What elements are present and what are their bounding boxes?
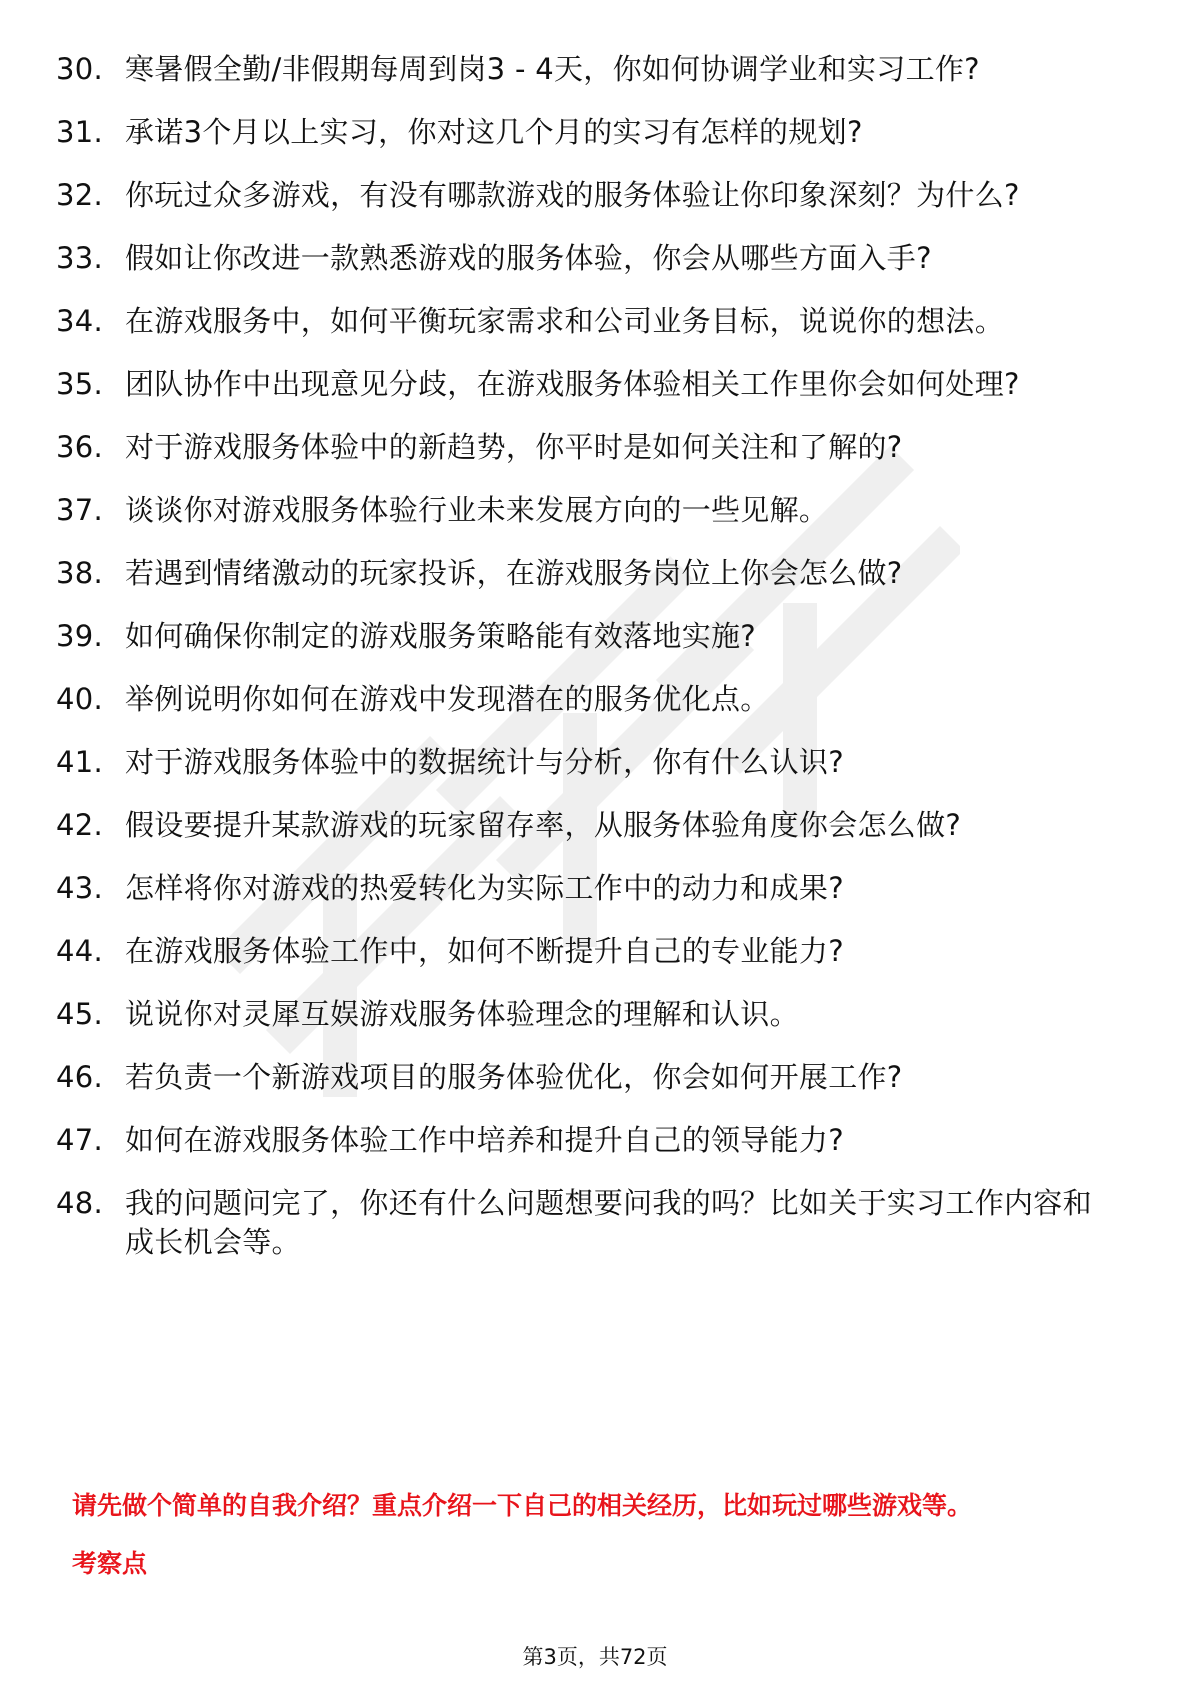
question-text: 假如让你改进一款熟悉游戏的服务体验，你会从哪些方面入手? xyxy=(125,241,932,275)
question-number: 35. xyxy=(56,367,104,401)
question-item xyxy=(56,1121,1116,1160)
question-item xyxy=(56,932,1116,971)
question-text: 团队协作中出现意见分歧，在游戏服务体验相关工作里你会如何处理? xyxy=(125,367,1020,401)
section-label: 考察点 xyxy=(72,1549,148,1578)
question-number: 44. xyxy=(56,934,104,968)
question-number: 31. xyxy=(56,115,104,149)
question-item xyxy=(56,869,1116,908)
question-number: 34. xyxy=(56,304,104,338)
highlighted-question: 请先做个简单的自我介绍？重点介绍一下自己的相关经历，比如玩过哪些游戏等。 xyxy=(72,1491,973,1520)
question-number: 47. xyxy=(56,1123,104,1157)
question-number: 40. xyxy=(56,682,104,716)
question-number: 32. xyxy=(56,178,104,212)
question-item xyxy=(56,428,1116,467)
question-item xyxy=(56,995,1116,1034)
question-number: 45. xyxy=(56,997,104,1031)
question-item xyxy=(56,176,1116,215)
question-text: 在游戏服务体验工作中，如何不断提升自己的专业能力? xyxy=(125,934,844,968)
question-number: 48. xyxy=(56,1186,104,1220)
question-item xyxy=(56,302,1116,341)
question-list xyxy=(56,50,1116,1286)
question-number: 30. xyxy=(56,52,104,86)
question-item xyxy=(56,680,1116,719)
question-text: 谈谈你对游戏服务体验行业未来发展方向的一些见解。 xyxy=(125,493,829,527)
question-text: 如何在游戏服务体验工作中培养和提升自己的领导能力? xyxy=(125,1123,844,1157)
question-text: 说说你对灵犀互娱游戏服务体验理念的理解和认识。 xyxy=(125,997,799,1031)
question-number: 42. xyxy=(56,808,104,842)
question-number: 37. xyxy=(56,493,104,527)
question-text: 假设要提升某款游戏的玩家留存率，从服务体验角度你会怎么做? xyxy=(125,808,962,842)
question-number: 41. xyxy=(56,745,104,779)
question-item xyxy=(56,365,1116,404)
question-number: 39. xyxy=(56,619,104,653)
question-text: 在游戏服务中，如何平衡玩家需求和公司业务目标，说说你的想法。 xyxy=(125,304,1005,338)
question-item xyxy=(56,743,1116,782)
question-text: 怎样将你对游戏的热爱转化为实际工作中的动力和成果? xyxy=(125,871,844,905)
question-text: 你玩过众多游戏，有没有哪款游戏的服务体验让你印象深刻？为什么? xyxy=(125,178,1020,212)
question-text: 举例说明你如何在游戏中发现潜在的服务优化点。 xyxy=(125,682,770,716)
question-item xyxy=(56,491,1116,530)
question-number: 43. xyxy=(56,871,104,905)
question-text: 寒暑假全勤/非假期每周到岗3 - 4天，你如何协调学业和实习工作? xyxy=(125,52,980,86)
question-text: 若负责一个新游戏项目的服务体验优化，你会如何开展工作? xyxy=(125,1060,903,1094)
question-text: 若遇到情绪激动的玩家投诉，在游戏服务岗位上你会怎么做? xyxy=(125,556,903,590)
question-text: 承诺3个月以上实习，你对这几个月的实习有怎样的规划? xyxy=(125,115,863,149)
question-number: 38. xyxy=(56,556,104,590)
question-item xyxy=(56,1184,1116,1262)
question-text: 对于游戏服务体验中的新趋势，你平时是如何关注和了解的? xyxy=(125,430,903,464)
question-text: 如何确保你制定的游戏服务策略能有效落地实施? xyxy=(125,619,756,653)
question-item xyxy=(56,1058,1116,1097)
question-item xyxy=(56,113,1116,152)
question-text: 对于游戏服务体验中的数据统计与分析，你有什么认识? xyxy=(125,745,844,779)
question-item xyxy=(56,554,1116,593)
question-number: 33. xyxy=(56,241,104,275)
question-item xyxy=(56,806,1116,845)
question-number: 46. xyxy=(56,1060,104,1094)
page-footer: 第3页，共72页 xyxy=(522,1645,668,1669)
question-item xyxy=(56,50,1116,89)
question-item xyxy=(56,239,1116,278)
question-text: 我的问题问完了，你还有什么问题想要问我的吗？比如关于实习工作内容和成长机会等。 xyxy=(125,1186,1092,1259)
question-item xyxy=(56,617,1116,656)
question-number: 36. xyxy=(56,430,104,464)
